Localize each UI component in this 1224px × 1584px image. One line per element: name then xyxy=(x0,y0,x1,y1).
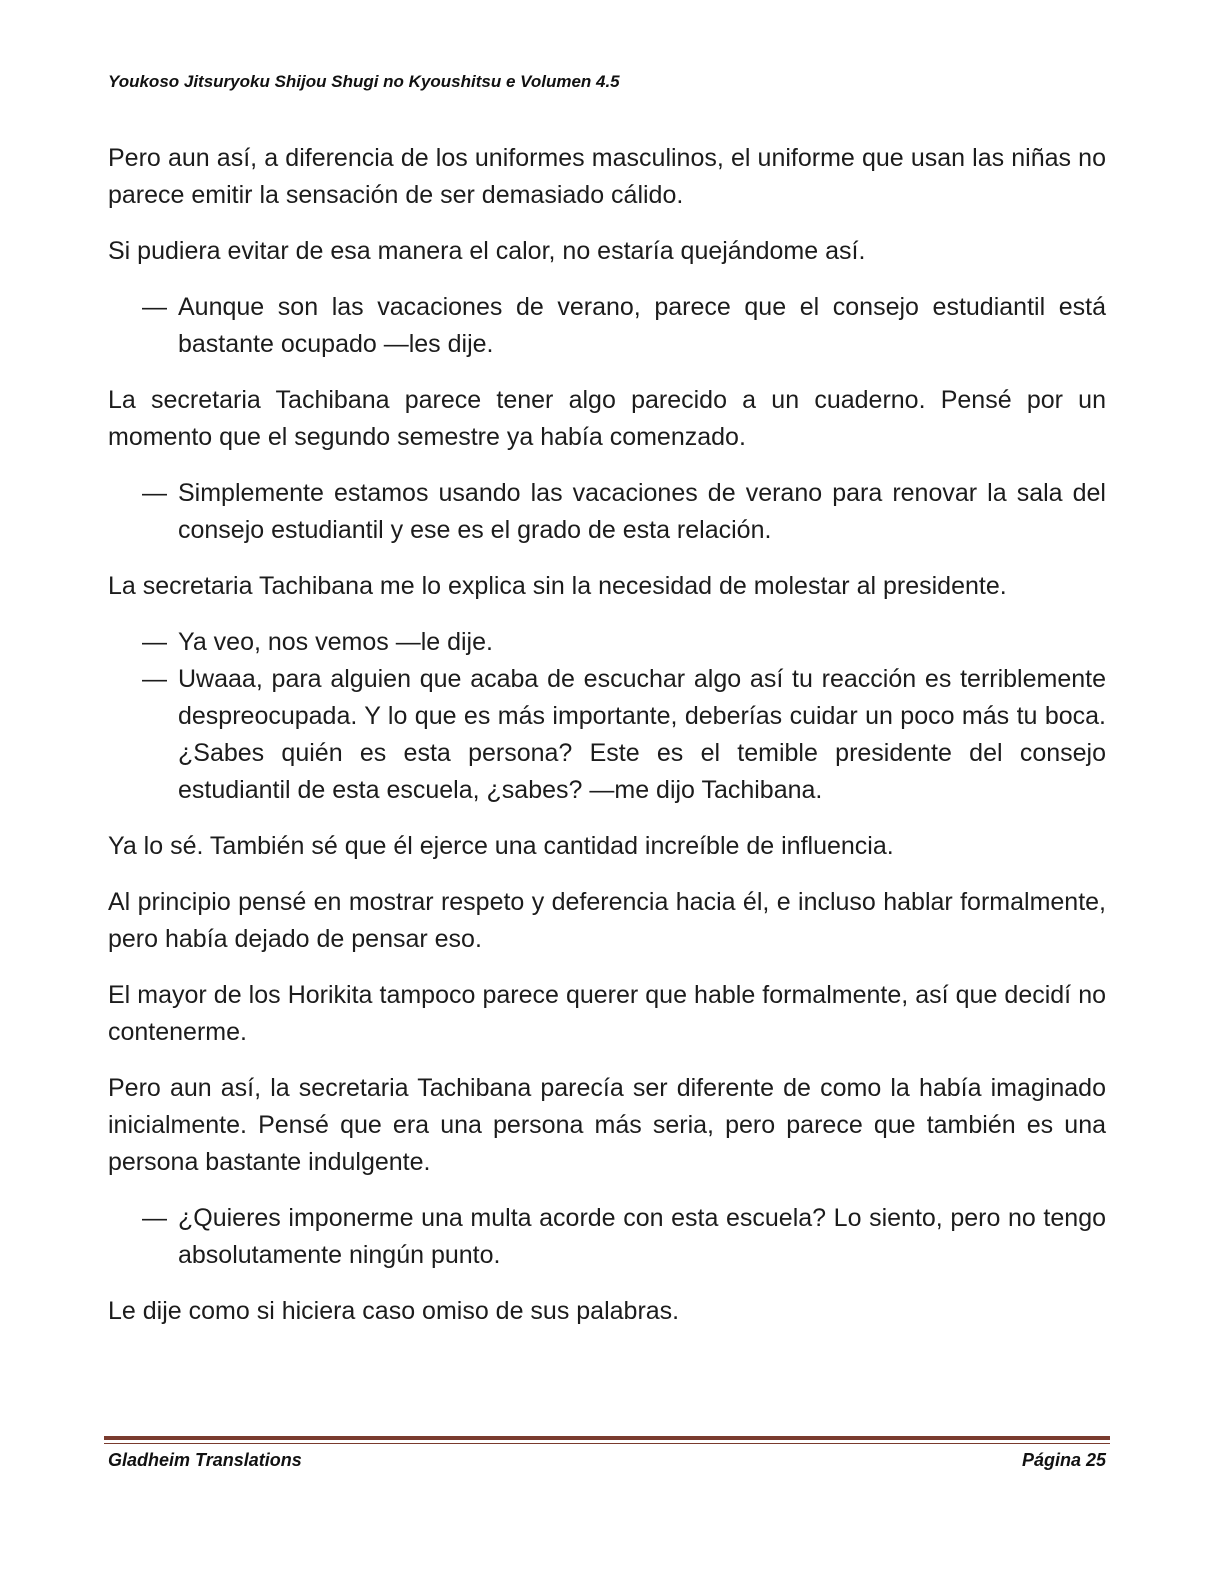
paragraph: Pero aun así, a diferencia de los uniformes masculinos, el uniforme que usan las niñas no parece emitir la sensación de ser demasiado cálido. xyxy=(108,144,1106,209)
dialogue-text: ¿Quieres imponerme una multa acorde con esta escuela? Lo siento, pero no tengo absolutamente ningún punto. xyxy=(178,1204,1106,1269)
dialogue-dash: — xyxy=(142,628,167,656)
dialogue-text: Simplemente estamos usando las vacaciones de verano para renovar la sala del consejo estudiantil y ese es el grado de esta relación. xyxy=(178,479,1106,544)
dialogue-dash: — xyxy=(142,293,167,321)
dialogue-text: Uwaaa, para alguien que acaba de escuchar algo así tu reacción es terriblemente despreocupada. Y lo que es más importante, deberías cuidar un poco más tu boca. ¿Sabes quién es esta persona? Este es el temible presidente del consejo estudiantil de esta escuela, ¿sabes? —me dijo Tachibana. xyxy=(178,665,1106,804)
dialogue-line xyxy=(108,661,1106,809)
dialogue-line xyxy=(108,289,1106,363)
paragraph: La secretaria Tachibana me lo explica sin la necesidad de molestar al presidente. xyxy=(108,572,1007,600)
dialogue-text: Ya veo, nos vemos —le dije. xyxy=(178,628,493,656)
dialogue-block xyxy=(108,289,1106,363)
page-body xyxy=(108,140,1106,1349)
paragraph: Ya lo sé. También sé que él ejerce una cantidad increíble de influencia. xyxy=(108,832,894,860)
dialogue-line xyxy=(108,475,1106,549)
paragraph: El mayor de los Horikita tampoco parece querer que hable formalmente, así que decidí no contenerme. xyxy=(108,981,1106,1046)
paragraph: Si pudiera evitar de esa manera el calor, no estaría quejándome así. xyxy=(108,237,866,265)
dialogue-dash: — xyxy=(142,479,167,507)
footer-page-number: Página 25 xyxy=(1021,1450,1106,1470)
paragraph: Le dije como si hiciera caso omiso de sus palabras. xyxy=(108,1297,680,1325)
footer-divider-thick xyxy=(104,1436,1110,1440)
dialogue-dash: — xyxy=(142,1204,167,1232)
dialogue-block xyxy=(108,624,1106,809)
dialogue-line xyxy=(108,1200,1106,1274)
footer-divider-thin xyxy=(104,1443,1110,1444)
paragraph: Al principio pensé en mostrar respeto y deferencia hacia él, e incluso hablar formalmente, pero había dejado de pensar eso. xyxy=(108,888,1106,953)
paragraph: La secretaria Tachibana parece tener algo parecido a un cuaderno. Pensé por un momento que el segundo semestre ya había comenzado. xyxy=(108,386,1106,451)
dialogue-block xyxy=(108,1200,1106,1274)
page-header-title: Youkoso Jitsuryoku Shijou Shugi no Kyoushitsu e Volumen 4.5 xyxy=(108,72,620,91)
dialogue-text: Aunque son las vacaciones de verano, parece que el consejo estudiantil está bastante ocupado —les dije. xyxy=(178,293,1106,358)
footer-publisher: Gladheim Translations xyxy=(108,1450,302,1470)
dialogue-line xyxy=(108,624,1106,661)
dialogue-dash: — xyxy=(142,665,167,693)
paragraph: Pero aun así, la secretaria Tachibana parecía ser diferente de como la había imaginado inicialmente. Pensé que era una persona más seria, pero parece que también es una persona bastante indulgente. xyxy=(108,1074,1106,1176)
dialogue-block xyxy=(108,475,1106,549)
